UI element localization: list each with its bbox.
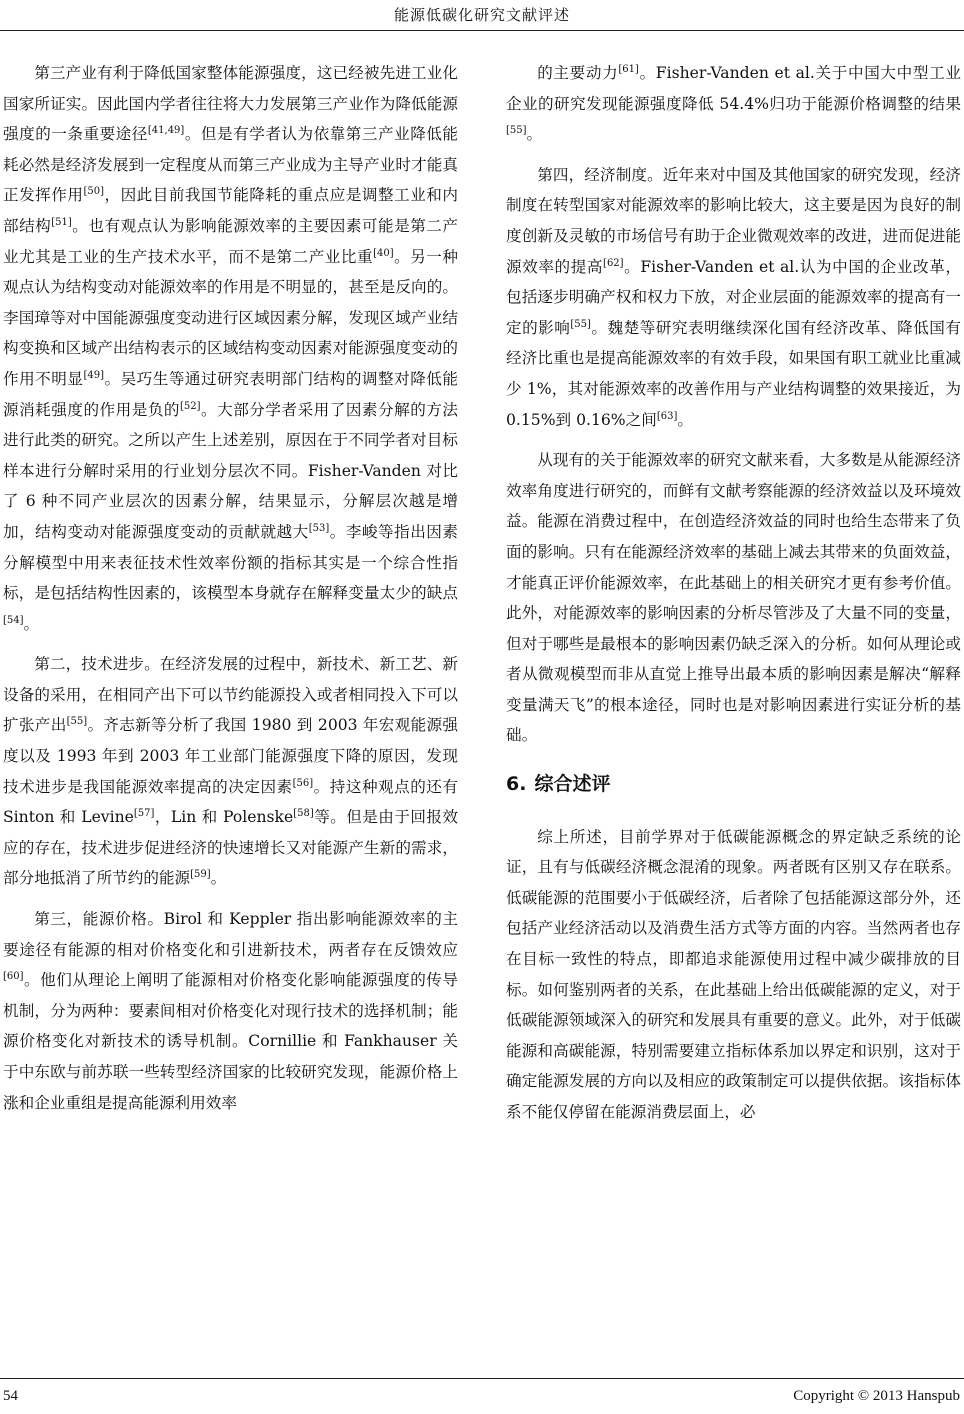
citation-ref: [62] xyxy=(603,257,624,269)
citation-ref: [58] xyxy=(293,808,314,820)
citation-ref: [57] xyxy=(133,808,155,820)
text-run: 等。但是由于回报效应的存在，技术进步促进经济的快速增长又对能源产生新的需求，部分地抵消了所节约的能源 xyxy=(3,808,458,888)
citation-ref: [40] xyxy=(373,247,394,259)
citation-ref: [55] xyxy=(506,125,527,136)
text-run: 。大部分学者采用了因素分解的方法进行此类的研究。之所以产生上述差别，原因在于不同学者对目标样本进行分解时采用的行业划分层次不同。Fisher-Vanden 对比了 6 种不同产业层次的因素分解，结果显示，分解层次越是增加，结构变动对能源强度变动的贡献就越大 xyxy=(3,400,458,541)
footer-rule xyxy=(0,1378,964,1379)
section-heading xyxy=(506,769,961,800)
text-run: 。 xyxy=(526,125,543,144)
body-paragraph xyxy=(3,904,458,1118)
citation-ref: [56] xyxy=(292,777,314,789)
running-header: 能源低碳化研究文献评述 xyxy=(393,6,570,24)
body-paragraph xyxy=(506,445,961,751)
body-paragraph xyxy=(506,160,961,435)
body-paragraph xyxy=(3,649,458,894)
citation-ref: [52] xyxy=(180,400,201,412)
text-run: 。他们从理论上阐明了能源相对价格变化影响能源强度的传导机制，分为两种：要素间相对价格变化对现行技术的选择机制；能源价格变化对新技术的诱导机制。Cornillie 和 Fankhauser 关于中东欧与前苏联一些转型经济国家的比较研究发现，能源价格上涨和企业重组是提高能源利用效率 xyxy=(3,971,458,1112)
citation-ref: [55] xyxy=(66,716,88,728)
text-run: 从现有的关于能源效率的研究文献来看，大多数是从能源经济效率角度进行研究的，而鲜有文献考察能源的经济效益以及环境效益。能源在消费过程中，在创造经济效益的同时也给生态带来了负面的影响。只有在能源经济效率的基础上减去其带来的负面效益，才能真正评价能源效率，在此基础上的相关研究才更有参考价值。此外，对能源效率的影响因素的分析尽管涉及了大量不同的变量，但对于哪些是最根本的影响因素仍缺乏深入的分析。如何从理论或者从微观模型而非从直觉上推导出最本质的影响因素是解决“解释变量满天飞”的根本途径，同时也是对影响因素进行实证分析的基础。 xyxy=(506,451,961,745)
citation-ref: [55] xyxy=(570,318,591,330)
text-run: 。Fisher-Vanden et al.认为中国的企业改革，包括逐步明确产权和权力下放，对企业层面的能源效率的提高有一定的影响 xyxy=(506,257,961,337)
text-run: 第四，经济制度。近年来对中国及其他国家的研究发现，经济制度在转型国家对能源效率的影响比较大，这主要是因为良好的制度创新及灵敏的市场信号有助于企业微观效率的改进，进而促进能源效率的提高 xyxy=(506,165,961,276)
left-column xyxy=(3,58,458,1118)
header-rule xyxy=(0,30,964,31)
page-number: 54 xyxy=(3,1388,18,1404)
text-run: 。 xyxy=(23,614,40,633)
text-run: 综上所述，目前学界对于低碳能源概念的界定缺乏系统的论证，且有与低碳经济概念混淆的现象。两者既有区别又存在联系。低碳能源的范围要小于低碳经济，后者除了包括能源这部分外，还包括产业经济活动以及消费生活方式等方面的内容。当然两者也存在目标一致性的特点，即都追求能源使用过程中减少碳排放的目标。如何鉴别两者的关系，在此基础上给出低碳能源的定义，对于低碳能源领域深入的研究和发展具有重要的意义。此外，对于低碳能源和高碳能源，特别需要建立指标体系加以界定和识别，这对于确定能源发展的方向以及相应的政策制定可以提供依据。该指标体系不能仅停留在能源消费层面上，必 xyxy=(506,827,961,1121)
text-run: 。也有观点认为影响能源效率的主要因素可能是第二产业尤其是工业的生产技术水平，而不是第二产业比重 xyxy=(3,216,458,266)
text-run: 。吴巧生等通过研究表明部门结构的调整对降低能源消耗强度的作用是负的 xyxy=(3,369,458,419)
text-run: 第三，能源价格。Birol 和 Keppler 指出影响能源效率的主要途径有能源的相对价格变化和引进新技术，两者存在反馈效应 xyxy=(3,910,458,959)
text-run: 。 xyxy=(210,869,227,888)
text-run: 第三产业有利于降低国家整体能源强度，这已经被先进工业化国家所证实。因此国内学者往往将大力发展第三产业作为降低能源强度的一条重要途径 xyxy=(3,64,458,144)
text-run: 。持这种观点的还有 Sinton 和 Levine xyxy=(3,777,458,827)
citation-ref: [49] xyxy=(83,369,104,381)
text-run: ，因此目前我国节能降耗的重点应是调整工业和内部结构 xyxy=(3,186,458,235)
text-run: 。但是有学者认为依靠第三产业降低能耗必然是经济发展到一定程度从而第三产业成为主导产业时才能真正发挥作用 xyxy=(3,125,458,205)
citation-ref: [61] xyxy=(618,63,639,75)
text-run: 。齐志新等分析了我国 1980 到 2003 年宏观能源强度以及 1993 年到 2003 年工业部门能源强度下降的原因，发现技术进步是我国能源效率提高的决定因素 xyxy=(3,716,458,796)
body-paragraph xyxy=(3,58,458,639)
text-run: 的主要动力 xyxy=(537,64,619,82)
text-run: 。 xyxy=(677,410,693,429)
text-run: 第二，技术进步。在经济发展的过程中，新技术、新工艺、新设备的采用，在相同产出下可以节约能源投入或者相同投入下可以扩张产出 xyxy=(3,655,458,735)
citation-ref: [50] xyxy=(83,186,104,198)
citation-ref: [60] xyxy=(3,971,24,983)
citation-ref: [51] xyxy=(51,216,72,228)
section-title: 综合述评 xyxy=(534,773,611,796)
right-column xyxy=(506,58,961,1128)
citation-ref: [54] xyxy=(3,614,24,626)
text-run: 。另一种观点认为结构变动对能源效率的作用是不明显的，甚至是反向的。李国璋等对中国能源强度变动进行区域因素分解，发现区域产业结构变换和区域产出结构表示的区域结构变动因素对能源强度变动的作用不明显 xyxy=(3,247,458,388)
text-run: 。Fisher-Vanden et al.关于中国大中型工业企业的研究发现能源强度降低 54.4%归功于能源价格调整的结果 xyxy=(506,64,961,113)
text-run: 。魏楚等研究表明继续深化国有经济改革、降低国有经济比重也是提高能源效率的有效手段，如果国有职工就业比重减少 1%，其对能源效率的改善作用与产业结构调整的效果接近，为 0.15%到 0.16%之间 xyxy=(506,318,961,429)
citation-ref: [41,49] xyxy=(147,125,185,136)
citation-ref: [59] xyxy=(190,869,211,881)
body-paragraph xyxy=(506,58,961,150)
text-run: ，Lin 和 Polenske xyxy=(154,808,294,827)
body-paragraph xyxy=(506,822,961,1128)
citation-ref: [53] xyxy=(308,522,330,534)
citation-ref: [63] xyxy=(656,410,678,422)
copyright-notice: Copyright © 2013 Hanspub xyxy=(793,1388,960,1404)
section-number: 6. xyxy=(506,773,527,796)
text-run: 。李峻等指出因素分解模型中用来表征技术性效率份额的指标其实是一个综合性指标，是包括结构性因素的，该模型本身就存在解释变量太少的缺点 xyxy=(3,522,458,603)
